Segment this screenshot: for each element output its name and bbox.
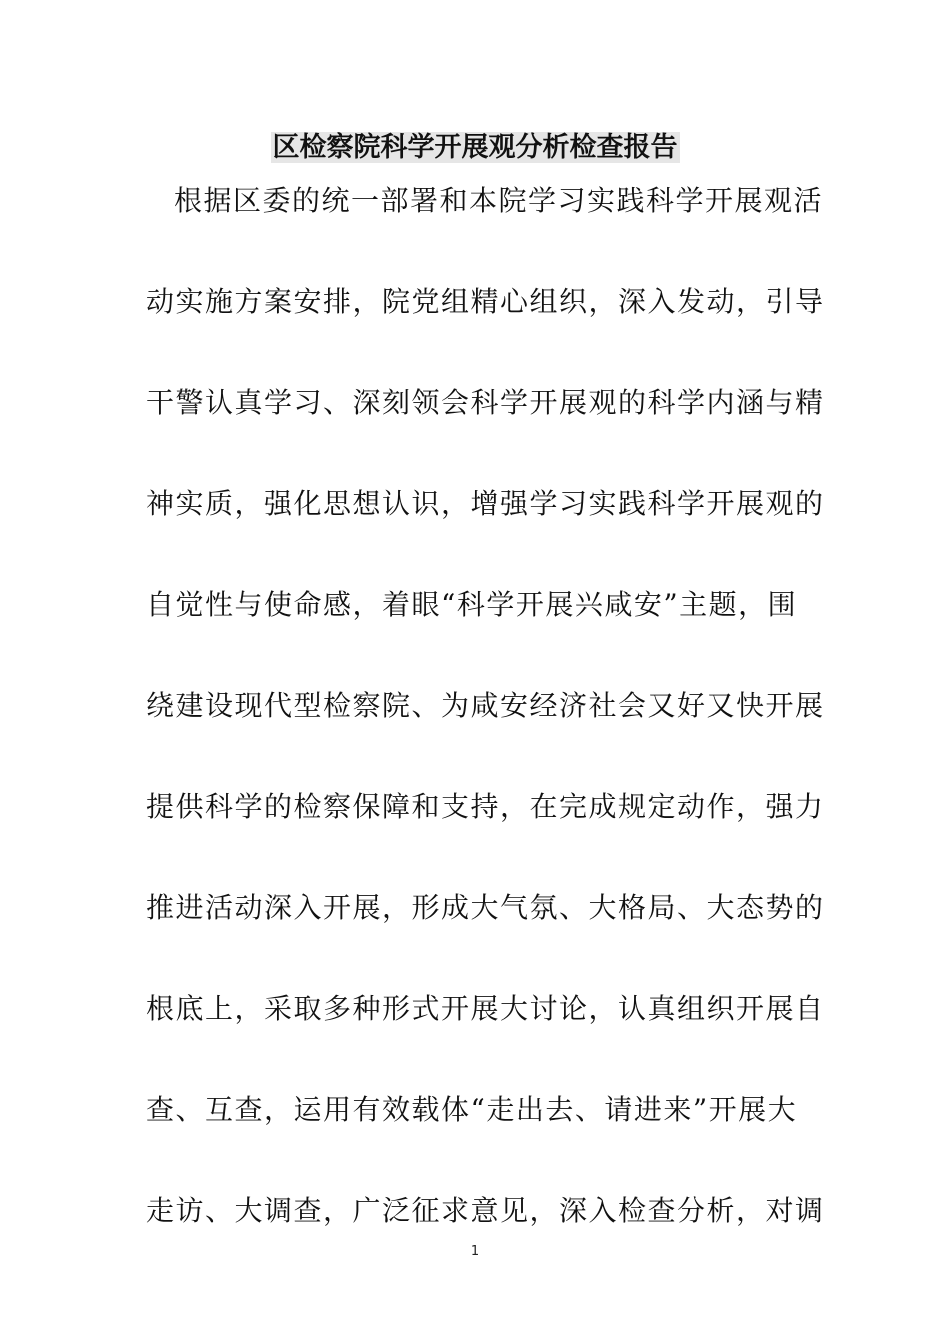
document-body — [146, 181, 825, 1292]
document-title — [0, 128, 950, 168]
paragraph-line: 绕建设现代型检察院、为咸安经济社会又好又快开展 — [146, 689, 825, 722]
paragraph-line: 神实质，强化思想认识，增强学习实践科学开展观的 — [146, 487, 825, 520]
paragraph-line: 推进活动深入开展，形成大气氛、大格局、大态势的 — [146, 891, 825, 924]
paragraph-line: 查、互查，运用有效载体“走出去、请进来”开展大 — [146, 1093, 798, 1126]
paragraph-line: 动实施方案安排，院党组精心组织，深入发动，引导 — [146, 285, 825, 318]
page-number: 1 — [470, 1244, 480, 1259]
paragraph-line: 提供科学的检察保障和支持，在完成规定动作，强力 — [146, 790, 825, 823]
paragraph-line: 自觉性与使命感，着眼“科学开展兴咸安”主题，围 — [146, 588, 798, 621]
paragraph-line: 走访、大调查，广泛征求意见，深入检查分析，对调 — [146, 1194, 825, 1227]
paragraph-line: 根据区委的统一部署和本院学习实践科学开展观活 — [174, 184, 824, 217]
paragraph-line: 干警认真学习、深刻领会科学开展观的科学内涵与精 — [146, 386, 825, 419]
document-title-text: 区检察院科学开展观分析检查报告 — [272, 132, 678, 163]
paragraph-line: 根底上，采取多种形式开展大讨论，认真组织开展自 — [146, 992, 825, 1025]
